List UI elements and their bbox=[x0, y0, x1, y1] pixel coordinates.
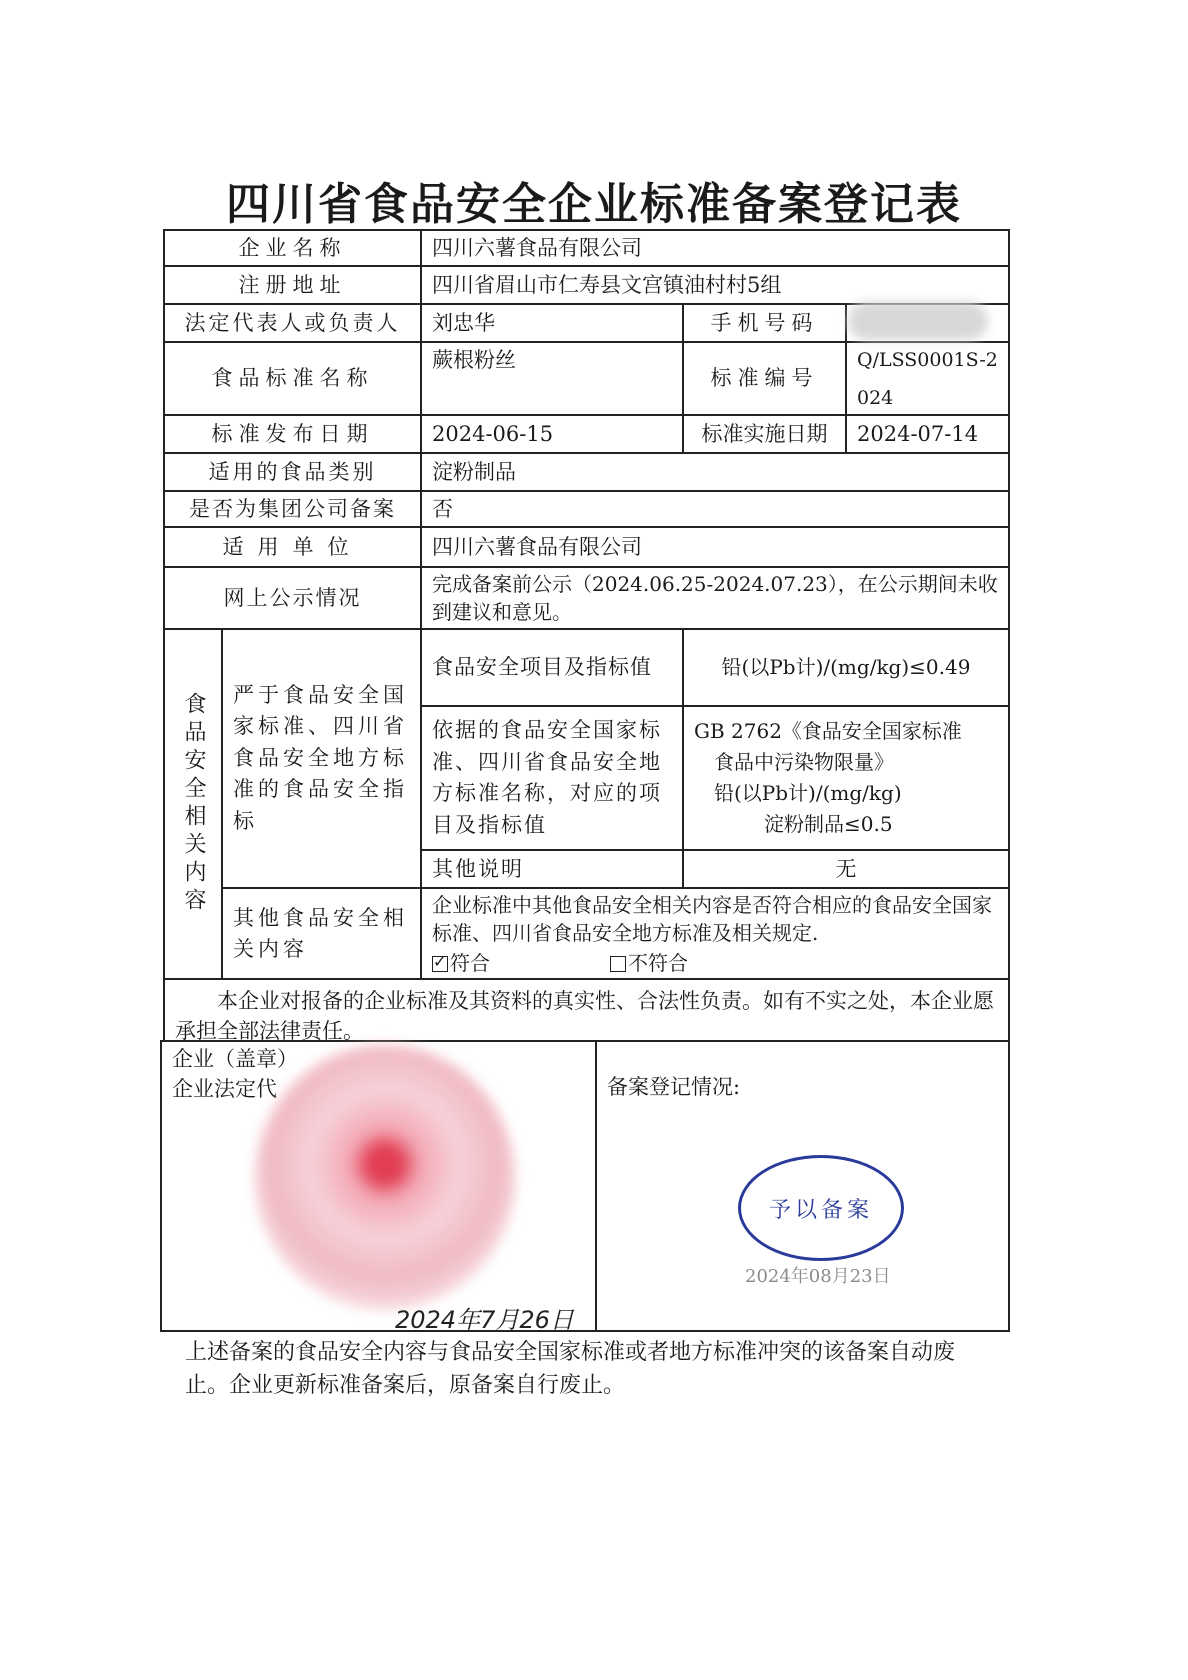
filing-status-label: 备案登记情况: bbox=[607, 1075, 741, 1099]
value-applicable-unit: 四川六薯食品有限公司 bbox=[420, 526, 1010, 568]
label-publish-date: 标准发布日期 bbox=[163, 414, 422, 454]
safety-section-text: 食品安全相关内容 bbox=[180, 692, 206, 916]
value-group-filing: 否 bbox=[420, 490, 1010, 528]
handwritten-sign-date: 2024年7月26日 bbox=[395, 1306, 574, 1334]
value-address: 四川省眉山市仁寿县文宫镇油村村5组 bbox=[420, 265, 1010, 305]
conform-option: ✓符合 bbox=[432, 949, 490, 977]
label-company-name: 企业名称 bbox=[163, 229, 422, 267]
value-standard-name: 蕨根粉丝 bbox=[420, 341, 684, 416]
value-publish-date: 2024-06-15 bbox=[420, 414, 684, 454]
label-applicable-unit: 适用单位 bbox=[163, 526, 422, 568]
label-publicity: 网上公示情况 bbox=[163, 566, 422, 630]
label-legal-rep: 法定代表人或负责人 bbox=[163, 303, 422, 343]
value-other-note: 无 bbox=[682, 849, 1010, 889]
form-title: 四川省食品安全企业标准备案登记表 bbox=[226, 179, 962, 230]
seal-label: 企业（盖章） bbox=[172, 1047, 298, 1071]
approval-date: 2024年08月23日 bbox=[745, 1266, 891, 1287]
label-group-filing: 是否为集团公司备案 bbox=[163, 490, 422, 528]
label-address: 注册地址 bbox=[163, 265, 422, 305]
redacted-phone-blur bbox=[848, 302, 988, 340]
value-category: 淀粉制品 bbox=[420, 452, 1010, 492]
label-phone: 手机号码 bbox=[682, 303, 847, 343]
label-basis: 依据的食品安全国家标准、四川省食品安全地方标准名称，对应的项目及指标值 bbox=[420, 705, 684, 851]
rep-label: 企业法定代 bbox=[172, 1077, 277, 1102]
label-other-note: 其他说明 bbox=[420, 849, 684, 889]
basis-line-3: 铅(以Pb计)/(mg/kg) bbox=[714, 781, 902, 805]
value-standard-no: Q/LSS0001S-2024 bbox=[845, 341, 1010, 416]
declaration: 本企业对报备的企业标准及其资料的真实性、合法性负责。如有不实之处，本企业愿承担全部法律责任。 bbox=[163, 978, 1010, 1042]
approval-stamp: 予以备案 bbox=[738, 1155, 904, 1261]
label-stricter: 严于食品安全国家标准、四川省食品安全地方标准的食品安全指标 bbox=[221, 628, 422, 889]
value-legal-rep: 刘忠华 bbox=[420, 303, 684, 343]
checked-box-icon bbox=[432, 956, 448, 972]
label-impl-date: 标准实施日期 bbox=[682, 414, 847, 454]
value-company-name: 四川六薯食品有限公司 bbox=[420, 229, 1010, 267]
label-other-content: 其他食品安全相关内容 bbox=[221, 887, 422, 980]
other-content-text: 企业标准中其他食品安全相关内容是否符合相应的食品安全国家标准、四川省食品安全地方标准及相关规定. bbox=[432, 892, 992, 945]
basis-line-4: 淀粉制品≤0.5 bbox=[764, 812, 893, 836]
value-basis bbox=[682, 705, 1010, 851]
footer-note: 上述备案的食品安全内容与食品安全国家标准或者地方标准冲突的该备案自动废止。企业更新标准备案后，原备案自行废止。 bbox=[185, 1340, 956, 1398]
value-impl-date: 2024-07-14 bbox=[845, 414, 1010, 454]
label-item-value: 食品安全项目及指标值 bbox=[420, 628, 684, 707]
empty-box-icon bbox=[610, 956, 626, 972]
label-standard-no: 标准编号 bbox=[682, 341, 847, 416]
value-item-value: 铅(以Pb计)/(mg/kg)≤0.49 bbox=[682, 628, 1010, 707]
label-standard-name: 食品标准名称 bbox=[163, 341, 422, 416]
basis-line-2: 食品中污染物限量》 bbox=[714, 750, 894, 774]
value-other-content bbox=[420, 887, 1010, 980]
basis-line-1: GB 2762《食品安全国家标准 bbox=[694, 719, 962, 743]
not-conform-option: 不符合 bbox=[610, 949, 688, 977]
label-safety-section bbox=[163, 628, 223, 980]
label-category: 适用的食品类别 bbox=[163, 452, 422, 492]
value-publicity: 完成备案前公示（2024.06.25-2024.07.23），在公示期间未收到建议和意见。 bbox=[420, 566, 1010, 630]
redacted-company-seal bbox=[255, 1045, 515, 1310]
